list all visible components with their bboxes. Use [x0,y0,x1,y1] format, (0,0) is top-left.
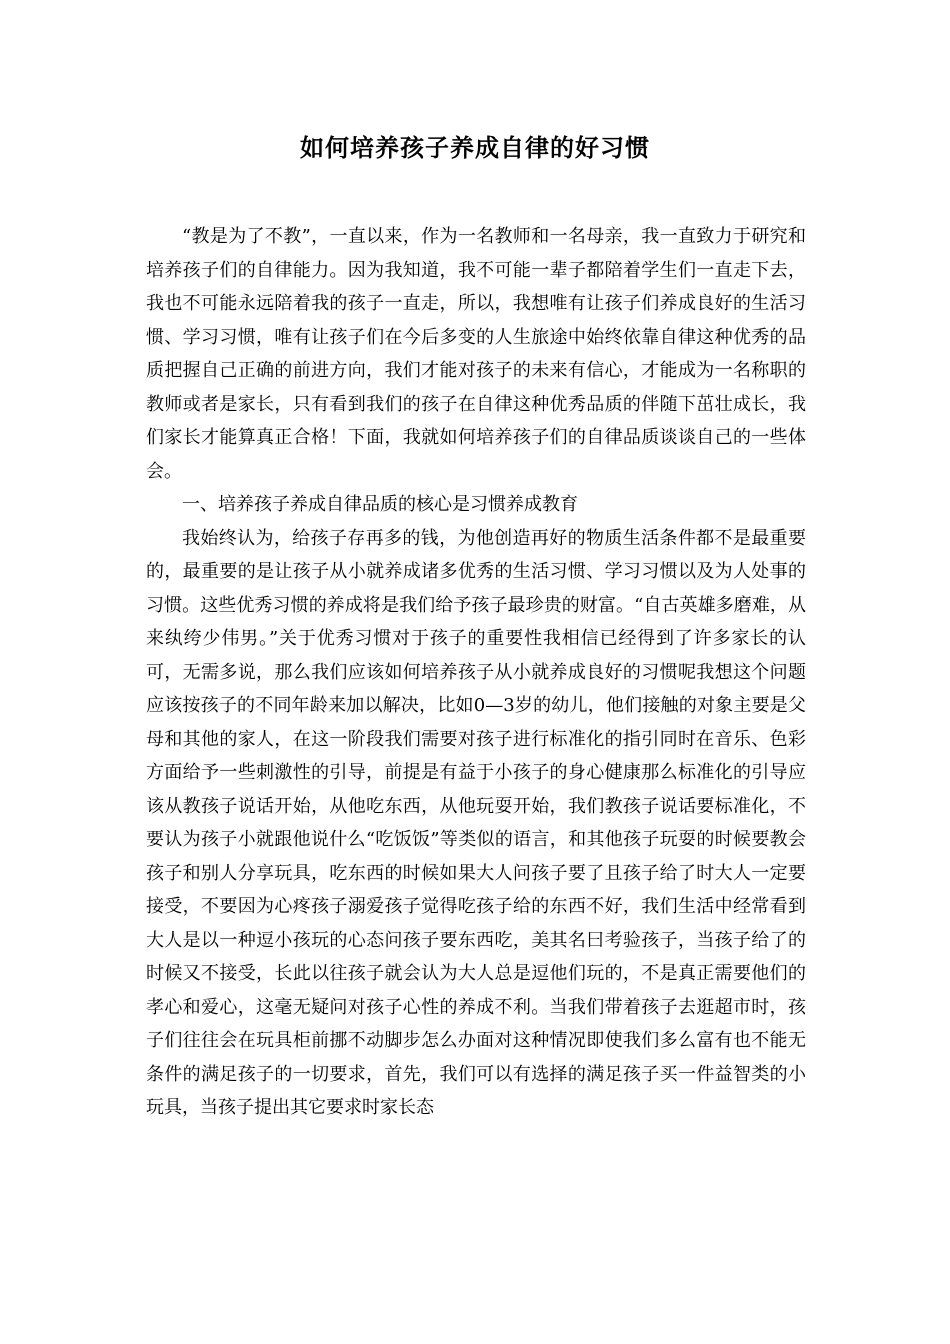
section-heading: 一、培养孩子养成自律品质的核心是习惯养成教育 [182,494,578,515]
intro-paragraph: “教是为了不教”，一直以来，作为一名教师和一名母亲，我一直致力于研究和培养孩子们的自律能力。因为我知道，我不可能一辈子都陪着学生们一直走下去，我也不可能永远陪着我的孩子一直走，所以，我想唯有让孩子们养成良好的生活习惯、学习习惯，唯有让孩子们在今后多变的人生旅途中始终依靠自律这种优秀的品质把握自己正确的前进方向，我们才能对孩子的未来有信心，才能成为一名称职的教师或者是家长，只有看到我们的孩子在自律这种优秀品质的伴随下茁壮成长，我们家长才能算真正合格！下面，我就如何培养孩子们的自律品质谈谈自己的一些体会。 [146,226,806,482]
document-body [146,220,806,1125]
document-title: 如何培养孩子养成自律的好习惯 [300,133,650,162]
body-paragraph: 我始终认为，给孩子存再多的钱，为他创造再好的物质生活条件都不是最重要的，最重要的是让孩子从小就养成诸多优秀的生活习惯、学习习惯以及为人处事的习惯。这些优秀习惯的养成将是我们给予孩子最珍贵的财富。“自古英雄多磨难，从来纨绔少伟男。”关于优秀习惯对于孩子的重要性我相信已经得到了许多家长的认可，无需多说，那么我们应该如何培养孩子从小就养成良好的习惯呢我想这个问题应该按孩子的不同年龄来加以解决，比如0—3岁的幼儿，他们接触的对象主要是父母和其他的家人，在这一阶段我们需要对孩子进行标准化的指引同时在音乐、色彩方面给予一些刺激性的引导，前提是有益于小孩子的身心健康那么标准化的引导应该从教孩子说话开始，从他吃东西，从他玩耍开始，我们教孩子说话要标准化，不要认为孩子小就跟他说什么“吃饭饭”等类似的语言，和其他孩子玩耍的时候要教会孩子和别人分享玩具，吃东西的时候如果大人问孩子要了且孩子给了时大人一定要接受，不要因为心疼孩子溺爱孩子觉得吃孩子给的东西不好，我们生活中经常看到大人是以一种逗小孩玩的心态问孩子要东西吃，美其名曰考验孩子，当孩子给了的时候又不接受，长此以往孩子就会认为大人总是逗他们玩的，不是真正需要他们的孝心和爱心，这毫无疑问对孩子心性的养成不利。当我们带着孩子去逛超市时，孩子们往往会在玩具柜前挪不动脚步怎么办面对这种情况即使我们多么富有也不能无条件的满足孩子的一切要求，首先，我们可以有选择的满足孩子买一件益智类的小玩具，当孩子提出其它要求时家长态 [146,527,806,1118]
